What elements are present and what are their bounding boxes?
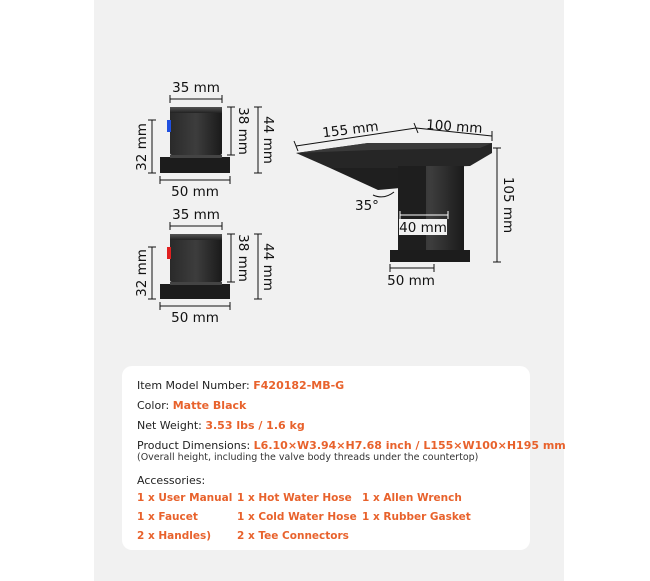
hot-handle-total-height-label: 44 mm — [260, 243, 276, 291]
faucet-base — [390, 250, 470, 262]
accessory-item: 1 x Allen Wrench — [362, 492, 462, 504]
hot-handle-upper-height-label: 38 mm — [235, 234, 251, 282]
cold-handle-base — [160, 157, 230, 173]
hot-handle-width-label: 35 mm — [172, 207, 220, 223]
accessory-item: 1 x Cold Water Hose — [237, 511, 357, 523]
cold-handle-body — [170, 107, 222, 155]
dimensions-value: L6.10×W3.94×H7.68 inch / L155×W100×H195 mm — [253, 439, 566, 452]
accessory-item: 1 x Hot Water Hose — [237, 492, 352, 504]
specs-section — [137, 376, 566, 558]
weight-value: 3.53 lbs / 1.6 kg — [205, 419, 305, 432]
accessory-item: 2 x Handles) — [137, 530, 212, 542]
column-width-label: 40 mm — [399, 220, 447, 236]
color-row: Color: Matte Black — [137, 399, 247, 412]
cold-handle-base-width-label: 50 mm — [171, 184, 219, 200]
hot-handle-body — [170, 234, 222, 282]
faucet-diagram — [294, 117, 516, 289]
hot-handle-diagram — [134, 207, 276, 326]
dimensions-row: Product Dimensions: L6.10×W3.94×H7.68 inch / L155×W100×H195 mm — [137, 439, 566, 452]
body-depth-label: 100 mm — [425, 117, 483, 137]
hot-handle-base — [160, 284, 230, 299]
spout-length-label: 155 mm — [321, 118, 380, 142]
faucet-height-label: 105 mm — [500, 176, 516, 234]
cold-handle-base-height-label: 32 mm — [134, 123, 150, 171]
hot-handle-top — [170, 234, 222, 240]
cold-handle-width-label: 35 mm — [172, 80, 220, 96]
faucet-base-width-label: 50 mm — [387, 273, 435, 289]
spout-angle-label: 35° — [355, 198, 379, 214]
accessories-list — [137, 492, 527, 558]
accessory-item: 1 x Faucet — [137, 511, 198, 523]
accessory-item: 1 x User Manual — [137, 492, 233, 504]
model-value: F420182-MB-G — [253, 379, 345, 392]
hot-indicator — [167, 247, 171, 259]
cold-handle-upper-height-label: 38 mm — [235, 107, 251, 155]
hot-handle-base-width-label: 50 mm — [171, 310, 219, 326]
cold-handle-total-height-label: 44 mm — [260, 116, 276, 164]
dimensions-note: (Overall height, including the valve body threads under the countertop) — [137, 452, 479, 463]
cold-handle-diagram — [134, 80, 276, 200]
cold-indicator — [167, 120, 171, 132]
model-row: Item Model Number: F420182-MB-G — [137, 379, 345, 392]
cold-handle-top — [170, 107, 222, 113]
color-value: Matte Black — [172, 399, 247, 412]
weight-row: Net Weight: 3.53 lbs / 1.6 kg — [137, 419, 305, 432]
accessory-item: 2 x Tee Connectors — [237, 530, 349, 542]
accessory-item: 1 x Rubber Gasket — [362, 511, 471, 523]
hot-handle-base-height-label: 32 mm — [134, 249, 150, 297]
accessories-title: Accessories: — [137, 474, 206, 487]
